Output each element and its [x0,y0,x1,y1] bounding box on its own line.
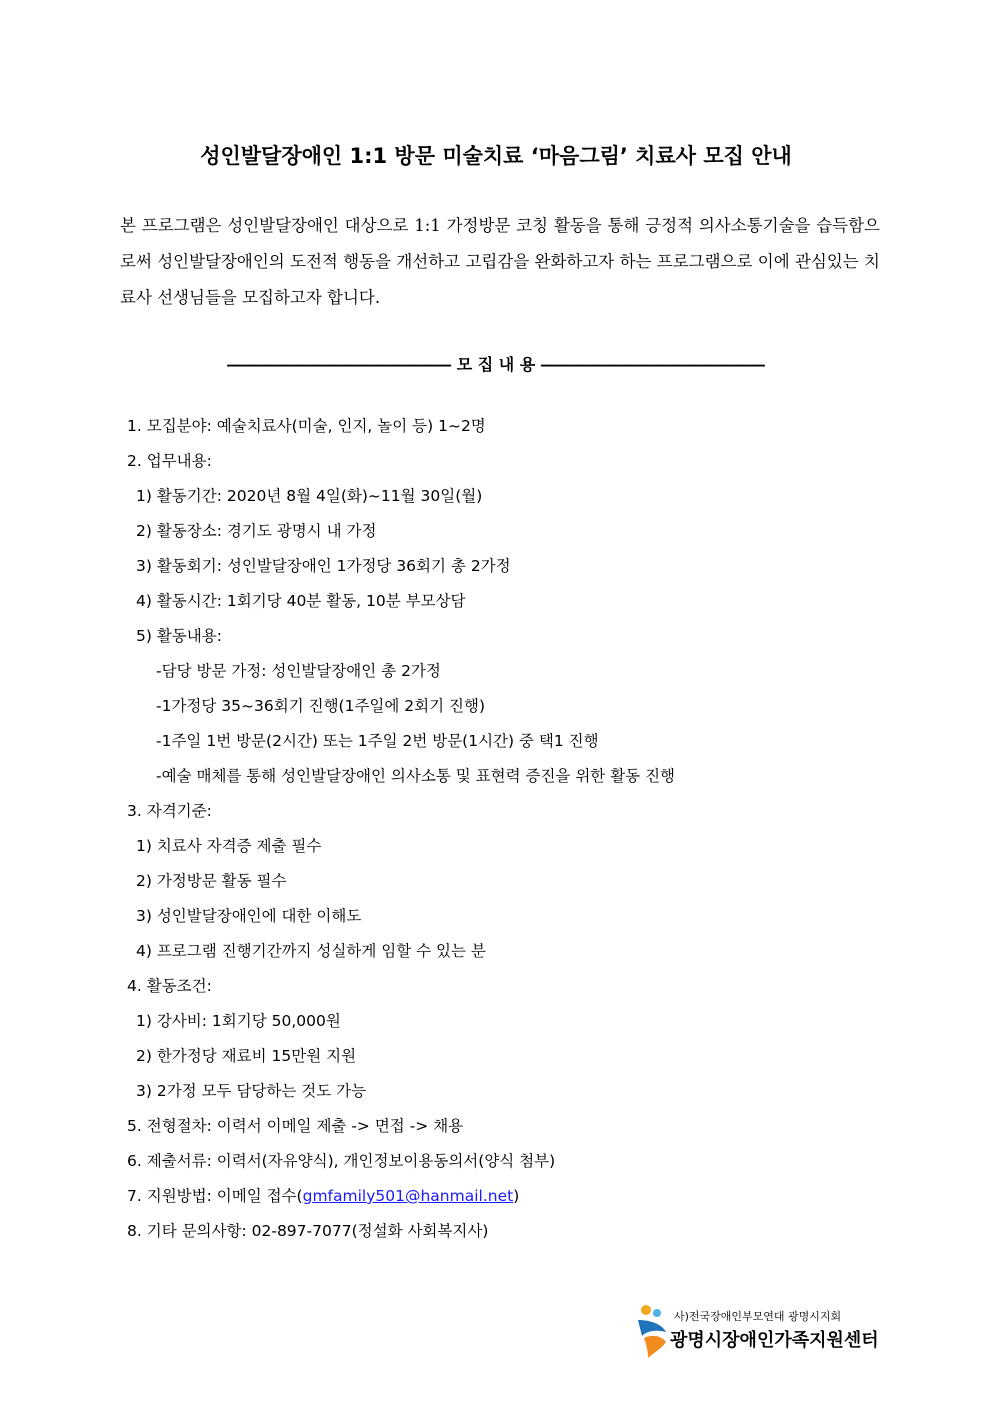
list-item: 1) 강사비: 1회기당 50,000원 [136,1012,341,1030]
list-item: -예술 매체를 통해 성인발달장애인 의사소통 및 표현력 증진을 위한 활동 진행 [156,767,676,785]
list-item: 4. 활동조건: [127,977,212,995]
email-link[interactable]: gmfamily501@hanmail.net [302,1187,514,1205]
list-item: -담당 방문 가정: 성인발달장애인 총 2가정 [156,662,441,680]
list-item: 8. 기타 문의사항: 02-897-7077(정설화 사회복지사) [127,1222,489,1240]
list-item: -1가정당 35~36회기 진행(1주일에 2회기 진행) [156,697,486,715]
logo-org-parent: 사)전국장애인부모연대 광명시지회 [674,1310,842,1323]
list-item: 5) 활동내용: [136,627,222,645]
list-item: 3. 자격기준: [127,802,212,820]
list-item-apply [127,1184,519,1208]
document-title: 성인발달장애인 1:1 방문 미술치료 ‘마음그림’ 치료사 모집 안내 [200,144,792,168]
section-separator: ―――――――――――――― 모 집 내 용 ―――――――――――――― [227,355,765,374]
apply-suffix: ) [513,1187,520,1205]
list-item: 2) 활동장소: 경기도 광명시 내 가정 [136,522,377,540]
list-item: 3) 성인발달장애인에 대한 이해도 [136,907,362,925]
list-item: 4) 활동시간: 1회기당 40분 활동, 10분 부모상담 [136,592,466,610]
list-item: 2) 한가정당 재료비 15만원 지원 [136,1047,357,1065]
list-item: 3) 활동회기: 성인발달장애인 1가정당 36회기 총 2가정 [136,557,511,575]
list-item: -1주일 1번 방문(2시간) 또는 1주일 2번 방문(1시간) 중 택1 진행 [156,732,599,750]
list-item: 1) 활동기간: 2020년 8월 4일(화)~11월 30일(월) [136,487,483,505]
list-item: 2) 가정방문 활동 필수 [136,872,287,890]
list-item: 3) 2가정 모두 담당하는 것도 가능 [136,1082,367,1100]
list-item: 2. 업무내용: [127,452,212,470]
organization-logo [636,1300,886,1360]
list-item: 5. 전형절차: 이력서 이메일 제출 -> 면접 -> 채용 [127,1117,464,1135]
list-item: 6. 제출서류: 이력서(자유양식), 개인정보이용동의서(양식 첨부) [127,1152,556,1170]
list-item: 4) 프로그램 진행기간까지 성실하게 임할 수 있는 분 [136,942,486,960]
logo-org-name: 광명시장애인가족지원센터 [670,1330,879,1351]
list-item: 1) 치료사 자격증 제출 필수 [136,837,322,855]
intro-paragraph: 본 프로그램은 성인발달장애인 대상으로 1:1 가정방문 코칭 활동을 통해 긍정적 의사소통기술을 습득함으로써 성인발달장애인의 도전적 행동을 개선하고 고립감을 완화하고자 하는 프로그램으로 이에 관심있는 치료사 선생님들을 모집하고자 합니다. [120,216,880,307]
apply-prefix: 7. 지원방법: 이메일 접수( [127,1187,303,1205]
list-item: 1. 모집분야: 예술치료사(미술, 인지, 놀이 등) 1~2명 [127,417,486,435]
logo-mark-icon [636,1302,670,1360]
